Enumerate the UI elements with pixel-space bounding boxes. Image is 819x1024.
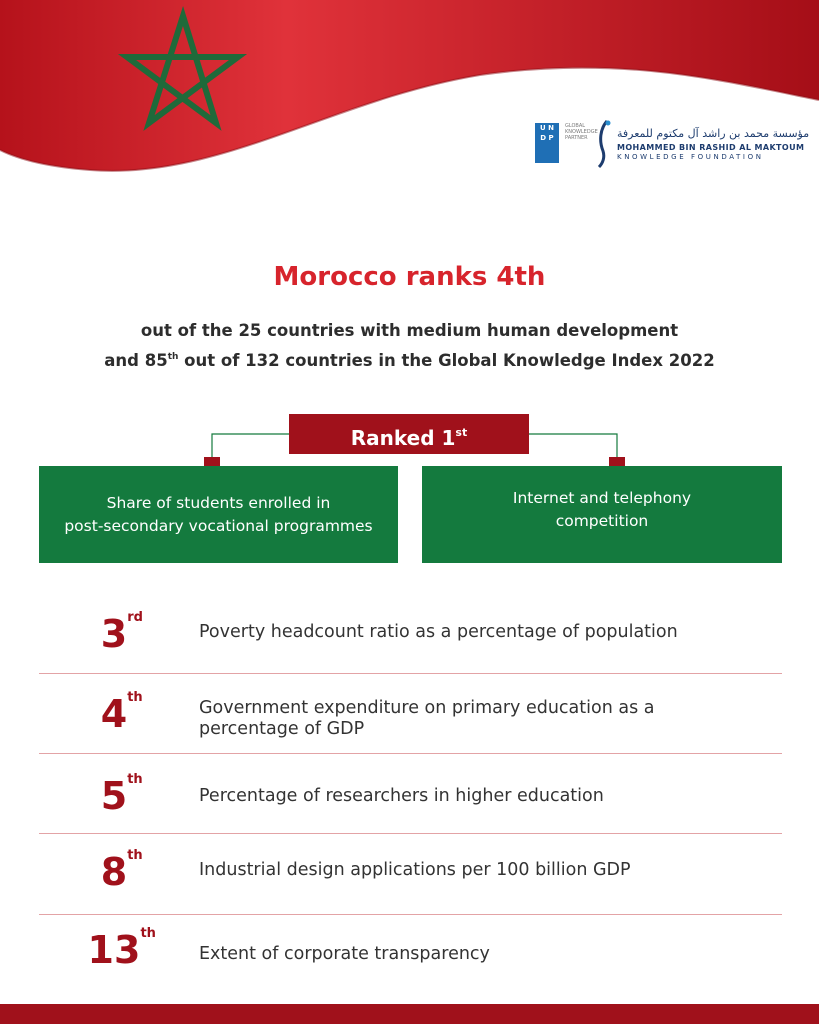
mbr-foundation-name-line1: MOHAMMED BIN RASHID AL MAKTOUM bbox=[617, 143, 805, 152]
ranking-suffix: th bbox=[127, 690, 143, 705]
ranking-value: 3 bbox=[100, 612, 128, 656]
subtitle bbox=[0, 318, 819, 374]
ranked-first-label: Ranked 1 bbox=[350, 426, 456, 450]
ranking-value: 5 bbox=[100, 774, 128, 818]
row-divider bbox=[39, 914, 782, 915]
ranked-first-box-text: Share of students enrolled in post-secondary vocational programmes bbox=[64, 493, 373, 535]
row-divider bbox=[39, 673, 782, 674]
ranking-text: Extent of corporate transparency bbox=[199, 944, 490, 964]
undp-logo bbox=[535, 123, 559, 163]
ranking-number bbox=[39, 850, 189, 894]
undp-letters-bottom: D P bbox=[540, 134, 554, 142]
ranking-number bbox=[39, 928, 189, 972]
ranking-number bbox=[39, 692, 189, 736]
subtitle-line-2-sup: th bbox=[167, 352, 179, 362]
ranked-first-box bbox=[39, 466, 398, 563]
subtitle-line-1: out of the 25 countries with medium human development bbox=[140, 321, 679, 340]
ranking-suffix: th bbox=[127, 772, 143, 787]
global-knowledge-partner-text: GLOBAL KNOWLEDGE PARTNER bbox=[565, 123, 598, 141]
mbr-foundation-arabic-name: مؤسسة محمد بن راشد آل مكتوم للمعرفة bbox=[617, 127, 810, 140]
ranking-text: Poverty headcount ratio as a percentage of population bbox=[199, 622, 678, 642]
ranking-value: 8 bbox=[100, 850, 128, 894]
partner-logos bbox=[535, 117, 810, 171]
ranking-number bbox=[39, 612, 189, 656]
ranking-suffix: rd bbox=[127, 610, 143, 625]
ranking-text: Government expenditure on primary education as a percentage of GDP bbox=[199, 698, 655, 739]
ranking-suffix: th bbox=[127, 848, 143, 863]
row-divider bbox=[39, 833, 782, 834]
ranked-first-badge bbox=[289, 414, 529, 454]
ranked-first-sup: st bbox=[455, 426, 468, 439]
subtitle-line-2 bbox=[0, 344, 819, 374]
headline: Morocco ranks 4th bbox=[273, 262, 546, 292]
undp-letters-top: U N bbox=[540, 124, 554, 132]
ranking-suffix: th bbox=[140, 926, 156, 941]
ranking-number bbox=[39, 774, 189, 818]
subtitle-line-2-b: out of 132 countries in the Global Knowledge Index 2022 bbox=[178, 351, 715, 370]
row-divider bbox=[39, 753, 782, 754]
ranked-first-box bbox=[422, 466, 782, 563]
ranking-value: 4 bbox=[100, 692, 128, 736]
ranking-value: 13 bbox=[87, 928, 141, 972]
mbr-foundation-name-line2: KNOWLEDGE FOUNDATION bbox=[617, 153, 764, 161]
ranking-text: Industrial design applications per 100 billion GDP bbox=[199, 860, 631, 880]
mbr-foundation-mark-icon bbox=[595, 117, 613, 171]
ranked-first-box-text: Internet and telephony competition bbox=[512, 488, 692, 530]
ranking-text: Percentage of researchers in higher education bbox=[199, 786, 604, 806]
subtitle-line-2-a: and 85 bbox=[104, 351, 168, 370]
bottom-bar bbox=[0, 1004, 819, 1024]
